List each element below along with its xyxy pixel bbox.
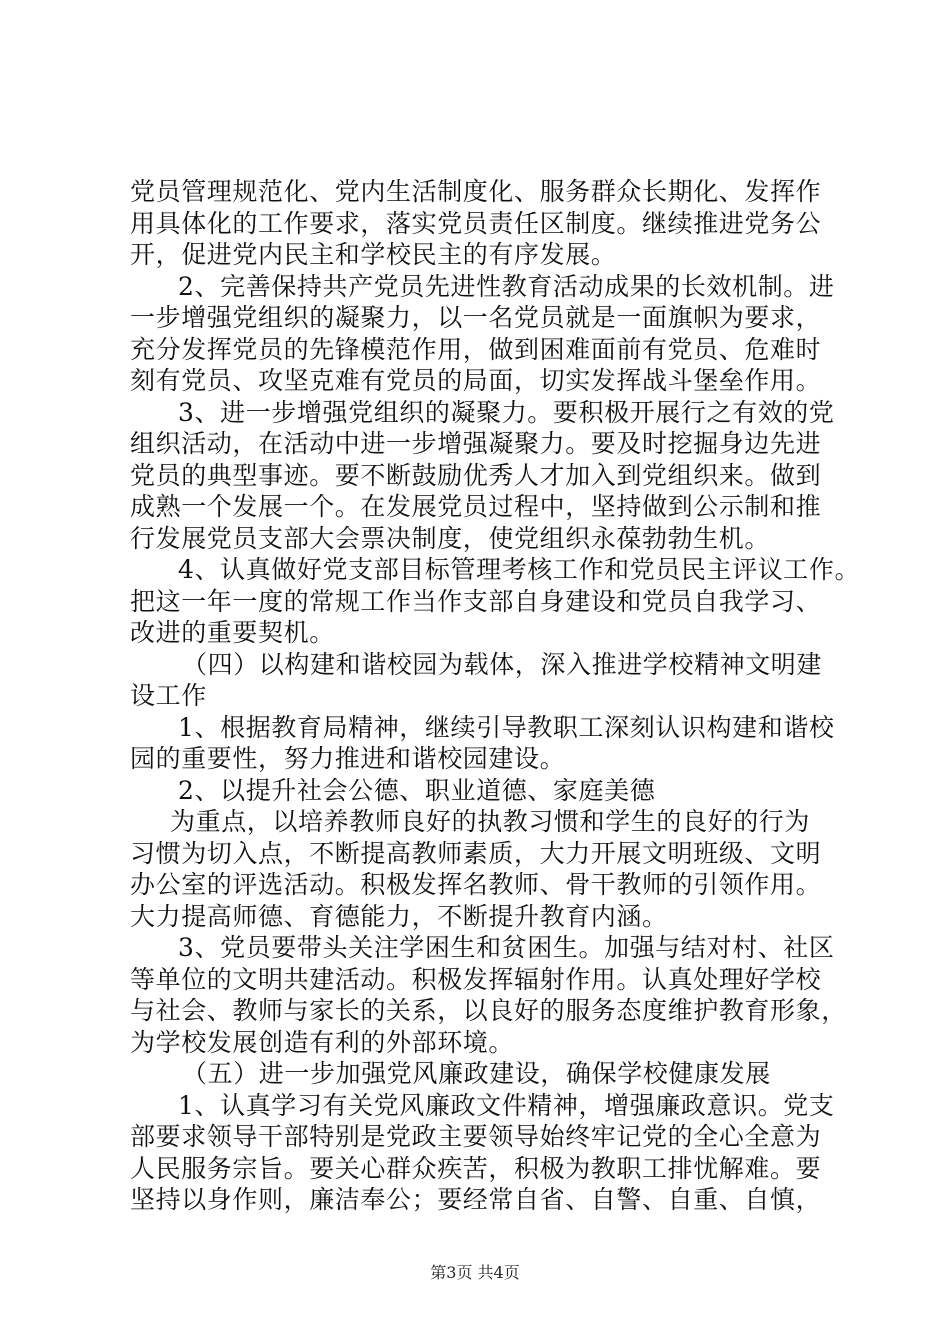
- paragraph-start-line: 2、以提升社会公德、职业道德、家庭美德: [178, 775, 656, 805]
- text-line: 习惯为切入点，不断提高教师素质，大力开展文明班级、文明: [130, 838, 822, 868]
- text-line: 园的重要性，努力推进和谐校园建设。: [130, 744, 566, 773]
- text-line: 充分发挥党员的先锋模范作用，做到困难面前有党员、危难时: [130, 334, 822, 364]
- section-heading-line: （五）进一步加强党风廉政建设，确保学校健康发展: [182, 1059, 771, 1088]
- document-body: [130, 176, 861, 1216]
- text-line: 与社会、教师与家长的关系，以良好的服务态度维护教育形象，: [130, 996, 847, 1025]
- text-line: 部要求领导干部特别是党政主要领导始终牢记党的全心全意为: [130, 1122, 822, 1151]
- paragraph-start-line: 3、党员要带头关注学困生和贫困生。加强与结对村、社区: [178, 933, 835, 962]
- text-line: 设工作: [130, 681, 207, 710]
- text-line: 成熟一个发展一个。在发展党员过程中，坚持做到公示制和推: [130, 492, 822, 521]
- text-line: 刻有党员、攻坚克难有党员的局面，切实发挥战斗堡垒作用。: [130, 366, 822, 395]
- paragraph-start-line: 2、完善保持共产党员先进性教育活动成果的长效机制。进: [178, 271, 835, 301]
- text-line: 组织活动，在活动中进一步增强凝聚力。要及时挖掘身边先进: [130, 429, 822, 458]
- text-line: 为学校发展创造有利的外部环境。: [130, 1027, 515, 1057]
- text-line: 用具体化的工作要求，落实党员责任区制度。继续推进党务公: [130, 208, 822, 238]
- text-line: 党员的典型事迹。要不断鼓励优秀人才加入到党组织来。做到: [130, 460, 822, 490]
- text-line: 为重点，以培养教师良好的执教习惯和学生的良好的行为: [170, 807, 811, 836]
- text-line: 坚持以身作则，廉洁奉公；要经常自省、自警、自重、自慎，: [130, 1185, 822, 1214]
- section-heading-line: （四）以构建和谐校园为载体，深入推进学校精神文明建: [182, 649, 823, 679]
- text-line: 把这一年一度的常规工作当作支部自身建设和党员自我学习、: [130, 586, 822, 616]
- paragraph-start-line: 1、根据教育局精神，继续引导教职工深刻认识构建和谐校: [178, 712, 835, 742]
- text-line: 开，促进党内民主和学校民主的有序发展。: [130, 240, 617, 269]
- text-line: 行发展党员支部大会票决制度，使党组织永葆勃勃生机。: [130, 523, 771, 553]
- text-line: 改进的重要契机。: [130, 618, 335, 647]
- text-line: 大力提高师德、育德能力，不断提升教育内涵。: [130, 901, 668, 931]
- text-line: 人民服务宗旨。要关心群众疾苦，积极为教职工排忧解难。要: [130, 1153, 822, 1183]
- page-footer: [0, 1262, 950, 1284]
- text-line: 办公室的评选活动。积极发挥名教师、骨干教师的引领作用。: [130, 870, 822, 899]
- page-number-label: 第3页 共4页: [430, 1263, 520, 1282]
- paragraph-start-line: 4、认真做好党支部目标管理考核工作和党员民主评议工作。: [178, 555, 861, 584]
- paragraph-start-line: 3、进一步增强党组织的凝聚力。要积极开展行之有效的党: [178, 397, 835, 427]
- text-line: 党员管理规范化、党内生活制度化、服务群众长期化、发挥作: [130, 177, 822, 206]
- text-line: 等单位的文明共建活动。积极发挥辐射作用。认真处理好学校: [130, 964, 822, 994]
- text-line: 一步增强党组织的凝聚力，以一名党员就是一面旗帜为要求，: [130, 303, 822, 332]
- paragraph-start-line: 1、认真学习有关党风廉政文件精神，增强廉政意识。党支: [178, 1090, 835, 1120]
